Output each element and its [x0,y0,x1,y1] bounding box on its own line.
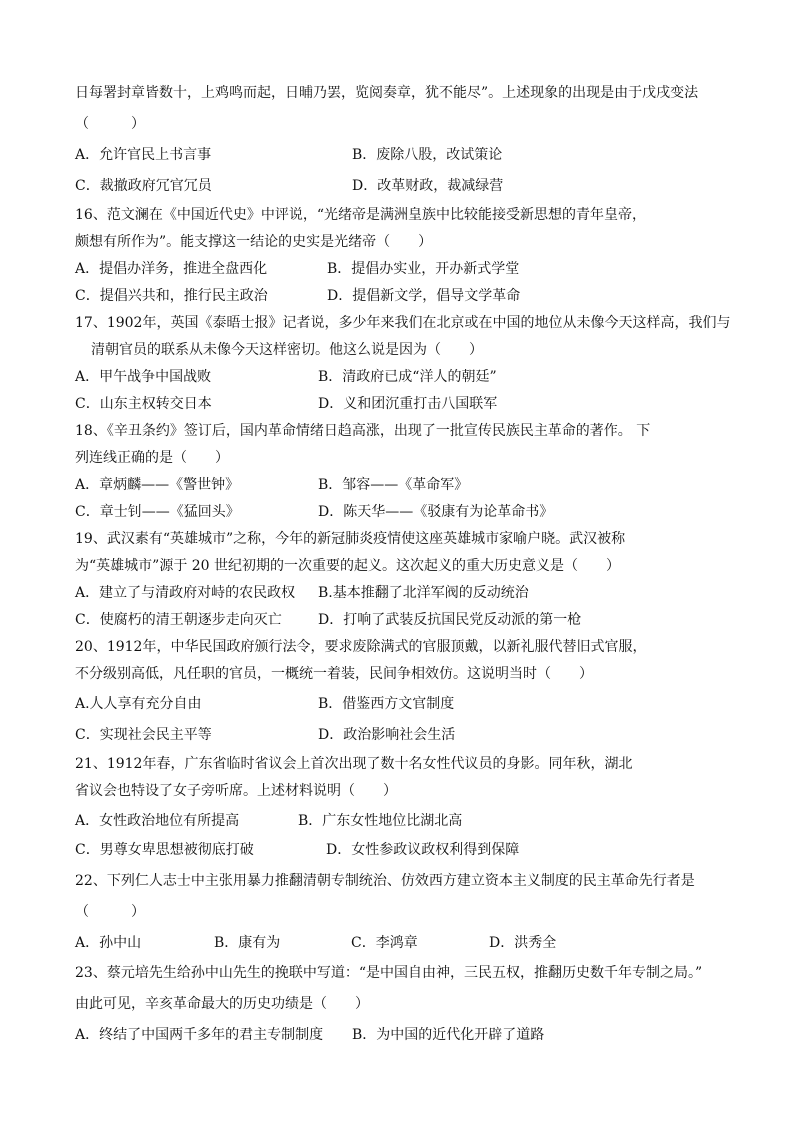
question-20-option-a[interactable]: A.人人享有充分自由 [75,696,202,712]
question-17-stem-line-1: 17、1902年，英国《泰晤士报》记者说，多少年来我们在北京或在中国的地位从未像今天这样高，我们与 [75,315,731,331]
question-19-option-d[interactable]: D．打响了武装反抗国民党反动派的第一枪 [318,612,582,628]
question-16-option-c[interactable]: C．提倡兴共和，推行民主政治 [75,288,268,304]
question-15-option-c[interactable]: C．裁撤政府冗官冗员 [75,178,212,194]
question-21-stem-line-2: 省议会也特设了女子旁听席。上述材料说明（ ） [75,783,397,799]
question-18-option-c[interactable]: C．章士钊——《猛回头》 [75,504,240,520]
question-21-option-a[interactable]: A．女性政治地位有所提高 [75,813,240,829]
question-22-option-c[interactable]: C．李鸿章 [351,935,418,951]
question-21-option-c[interactable]: C．男尊女卑思想被彻底打破 [75,842,254,858]
question-23-option-b[interactable]: B．为中国的近代化开辟了道路 [352,1027,545,1043]
question-19-stem-line-2: 为“英雄城市”源于 20 世纪初期的一次重要的起义。这次起义的重大历史意义是（ ） [75,558,621,574]
question-19-stem-line-1: 19、武汉素有“英雄城市”之称，今年的新冠肺炎疫情使这座英雄城市家喻户晓。武汉被称 [75,531,626,547]
question-15-option-b[interactable]: B．废除八股，改试策论 [352,147,503,163]
question-18-stem-line-2: 列连线正确的是（ ） [75,450,229,466]
question-23-stem-line-1: 23、蔡元培先生给孙中山先生的挽联中写道：“是中国自由神，三民五权，推翻历史数千年专制之局。” [75,965,703,981]
question-15-stem-line-1: 日每署封章皆数十，上鸡鸣而起，日晡乃罢，览阅奏章，犹不能尽”。上述现象的出现是由于戊戌变法 [75,85,699,101]
question-20-stem-line-1: 20、1912年，中华民国政府颁行法令，要求废除满式的官服顶戴，以新礼服代替旧式官服， [75,639,647,655]
question-15-option-a[interactable]: A．允许官民上书言事 [75,147,212,163]
question-16-option-d[interactable]: D．提倡新文学，倡导文学革命 [327,288,521,304]
question-20-option-d[interactable]: D．政治影响社会生活 [318,727,456,743]
question-17-option-d[interactable]: D．义和团沉重打击八国联军 [318,396,498,412]
question-19-option-c[interactable]: C．使腐朽的清王朝逐步走向灭亡 [75,612,282,628]
question-22-option-a[interactable]: A．孙中山 [75,935,142,951]
question-19-option-b[interactable]: B.基本推翻了北洋军阀的反动统治 [318,585,529,601]
question-23-stem-line-2: 由此可见，辛亥革命最大的历史功绩是（ ） [75,996,369,1012]
question-22-stem-line-1: 22、下列仁人志士中主张用暴力推翻清朝专制统治、仿效西方建立资本主义制度的民主革命先行者是 [75,873,695,889]
question-17-stem-line-2: 清朝官员的联系从未像今天这样密切。他这么说是因为（ ） [91,342,483,358]
question-20-stem-line-2: 不分级别高低，凡任职的官员，一概统一着装，民间争相效仿。这说明当时（ ） [75,666,593,682]
question-19-option-a[interactable]: A．建立了与清政府对峙的农民政权 [75,585,296,601]
question-20-option-c[interactable]: C．实现社会民主平等 [75,727,212,743]
question-16-stem-line-1: 16、范文澜在《中国近代史》中评说，“光绪帝是满洲皇族中比较能接受新思想的青年皇帝， [75,207,646,223]
question-22-option-d[interactable]: D．洪秀全 [489,935,557,951]
question-16-option-b[interactable]: B．提倡办实业，开办新式学堂 [327,261,520,277]
question-16-stem-line-2: 颇想有所作为”。能支撑这一结论的史实是光绪帝（ ） [75,234,433,250]
question-17-option-a[interactable]: A．甲午战争中国战败 [75,369,212,385]
question-21-stem-line-1: 21、1912年春，广东省临时省议会上首次出现了数十名女性代议员的身影。同年秋，湖北 [75,756,633,772]
question-23-option-a[interactable]: A．终结了中国两千多年的君主专制制度 [75,1027,324,1043]
question-21-option-b[interactable]: B．广东女性地位比湖北高 [298,813,463,829]
question-21-option-d[interactable]: D．女性参政议政权利得到保障 [326,842,520,858]
question-18-stem-line-1: 18、《辛丑条约》签订后，国内革命情绪日趋高涨，出现了一批宣传民族民主革命的著作。 下 [75,423,651,439]
question-15-option-d[interactable]: D．改革财政，裁减绿营 [352,178,504,194]
question-18-option-b[interactable]: B．邹容——《革命军》 [318,477,469,493]
question-16-option-a[interactable]: A．提倡办洋务，推进全盘西化 [75,261,268,277]
question-17-option-c[interactable]: C．山东主权转交日本 [75,396,212,412]
question-22-option-b[interactable]: B．康有为 [214,935,281,951]
question-15-stem-line-2: （ ） [75,116,145,132]
question-22-stem-line-2: （ ） [75,904,145,920]
question-17-option-b[interactable]: B．清政府已成“洋人的朝廷” [318,369,497,385]
question-20-option-b[interactable]: B．借鉴西方文官制度 [318,696,455,712]
question-18-option-d[interactable]: D．陈天华——《驳康有为论革命书》 [318,504,554,520]
question-18-option-a[interactable]: A．章炳麟——《警世钟》 [75,477,240,493]
